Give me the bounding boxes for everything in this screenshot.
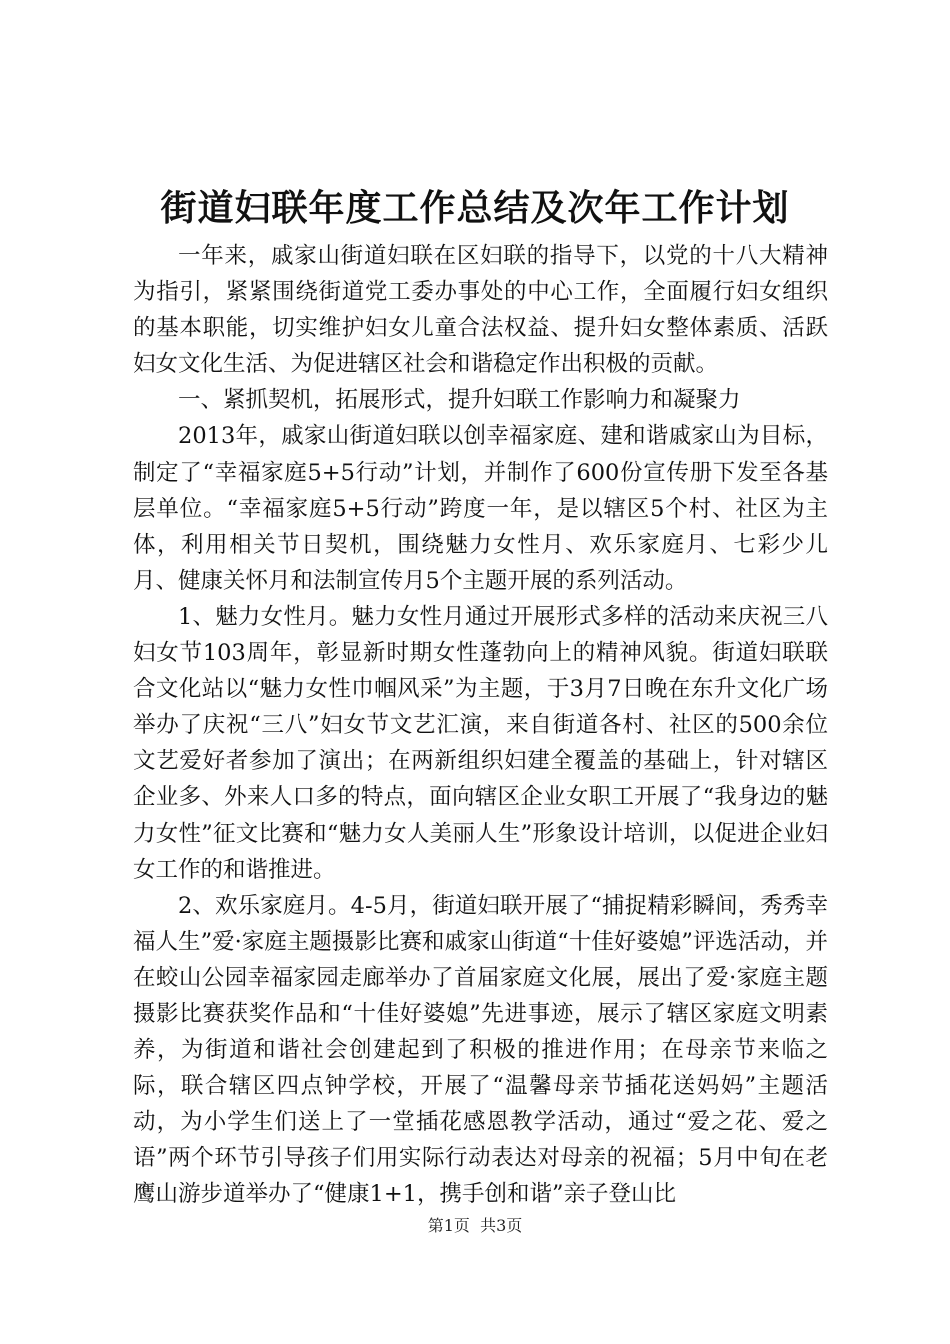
page-total: 共3页	[480, 1216, 523, 1235]
paragraph-plan: 2013年，戚家山街道妇联以创幸福家庭、建和谐戚家山为目标，制定了“幸福家庭5+5行动”计划，并制作了600份宣传册下发至各基层单位。“幸福家庭5+5行动”跨度一年，是以辖区5个村、社区为主体，利用相关节日契机，围绕魅力女性月、欢乐家庭月、七彩少儿月、健康关怀月和法制宣传月5个主题开展的系列活动。	[133, 423, 828, 594]
document-title: 街道妇联年度工作总结及次年工作计划	[160, 187, 790, 229]
page-footer	[0, 1216, 950, 1236]
section-heading-1: 一、紧抓契机，拓展形式，提升妇联工作影响力和凝聚力	[178, 387, 741, 414]
document-body	[133, 238, 828, 1213]
page-number: 第1页	[427, 1216, 470, 1235]
paragraph-intro: 一年来，戚家山街道妇联在区妇联的指导下，以党的十八大精神为指引，紧紧围绕街道党工委办事处的中心工作，全面履行妇女组织的基本职能，切实维护妇女儿童合法权益、提升妇女整体素质、活跃妇女文化生活、为促进辖区社会和谐稳定作出积极的贡献。	[133, 243, 828, 378]
paragraph-family-month: 2、欢乐家庭月。4-5月，街道妇联开展了“捕捉精彩瞬间，秀秀幸福人生”爱·家庭主题摄影比赛和戚家山街道“十佳好婆媳”评选活动，并在蛟山公园幸福家园走廊举办了首届家庭文化展，展出了爱·家庭主题摄影比赛获奖作品和“十佳好婆媳”先进事迹，展示了辖区家庭文明素养，为街道和谐社会创建起到了积极的推进作用；在母亲节来临之际，联合辖区四点钟学校，开展了“温馨母亲节插花送妈妈”主题活动，为小学生们送上了一堂插花感恩教学活动，通过“爱之花、爱之语”两个环节引导孩子们用实际行动表达对母亲的祝福；5月中旬在老鹰山游步道举办了“健康1+1，携手创和谐”亲子登山比	[133, 892, 828, 1208]
paragraph-women-month: 1、魅力女性月。魅力女性月通过开展形式多样的活动来庆祝三八妇女节103周年，彰显新时期女性蓬勃向上的精神风貌。街道妇联联合文化站以“魅力女性巾帼风采”为主题，于3月7日晚在东升文化广场举办了庆祝“三八”妇女节文艺汇演，来自街道各村、社区的500余位文艺爱好者参加了演出；在两新组织妇建全覆盖的基础上，针对辖区企业多、外来人口多的特点，面向辖区企业女职工开展了“我身边的魅力女性”征文比赛和“魅力女人美丽人生”形象设计培训，以促进企业妇女工作的和谐推进。	[133, 603, 828, 883]
